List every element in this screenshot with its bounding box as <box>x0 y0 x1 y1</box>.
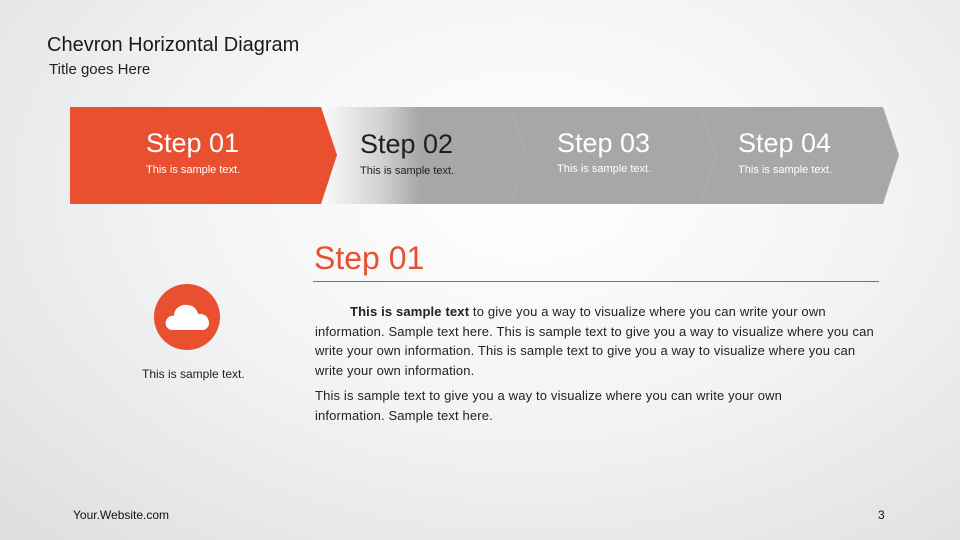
cloud-icon <box>163 296 211 336</box>
step-text: This is sample text. <box>146 164 241 176</box>
slide-title: Chevron Horizontal Diagram <box>47 34 300 56</box>
chevron-step-1 <box>146 128 240 176</box>
icon-caption: This is sample text. <box>142 367 245 381</box>
step-text: This is sample text. <box>738 164 833 176</box>
step-title: Step 02 <box>360 129 454 159</box>
step-title: Step 03 <box>557 128 651 158</box>
chevron-step-2 <box>360 129 454 177</box>
step-text: This is sample text. <box>557 163 652 175</box>
detail-heading: Step 01 <box>314 240 425 276</box>
page-number: 3 <box>878 508 885 522</box>
icon-circle <box>154 284 220 350</box>
footer-website: Your.Website.com <box>73 508 170 522</box>
detail-divider <box>313 281 879 282</box>
detail-paragraph-1 <box>315 302 881 380</box>
slide-subtitle: Title goes Here <box>49 61 151 78</box>
paragraph-lead: This is sample text <box>350 304 470 319</box>
paragraph-body: to give you a way to visualize where you can write your own information. Sample text here. This is sample text to give you a way to visualize where you can write your own information. This is sample text to give you a way to visualize where you can write your own information. <box>315 304 874 378</box>
chevron-step-3 <box>557 128 651 175</box>
detail-paragraph-2: This is sample text to give you a way to visualize where you can write your own information. Sample text here. <box>315 388 783 423</box>
step-title: Step 01 <box>146 128 240 158</box>
chevron-step-4 <box>738 128 832 176</box>
step-text: This is sample text. <box>360 165 455 177</box>
step-title: Step 04 <box>738 128 832 158</box>
